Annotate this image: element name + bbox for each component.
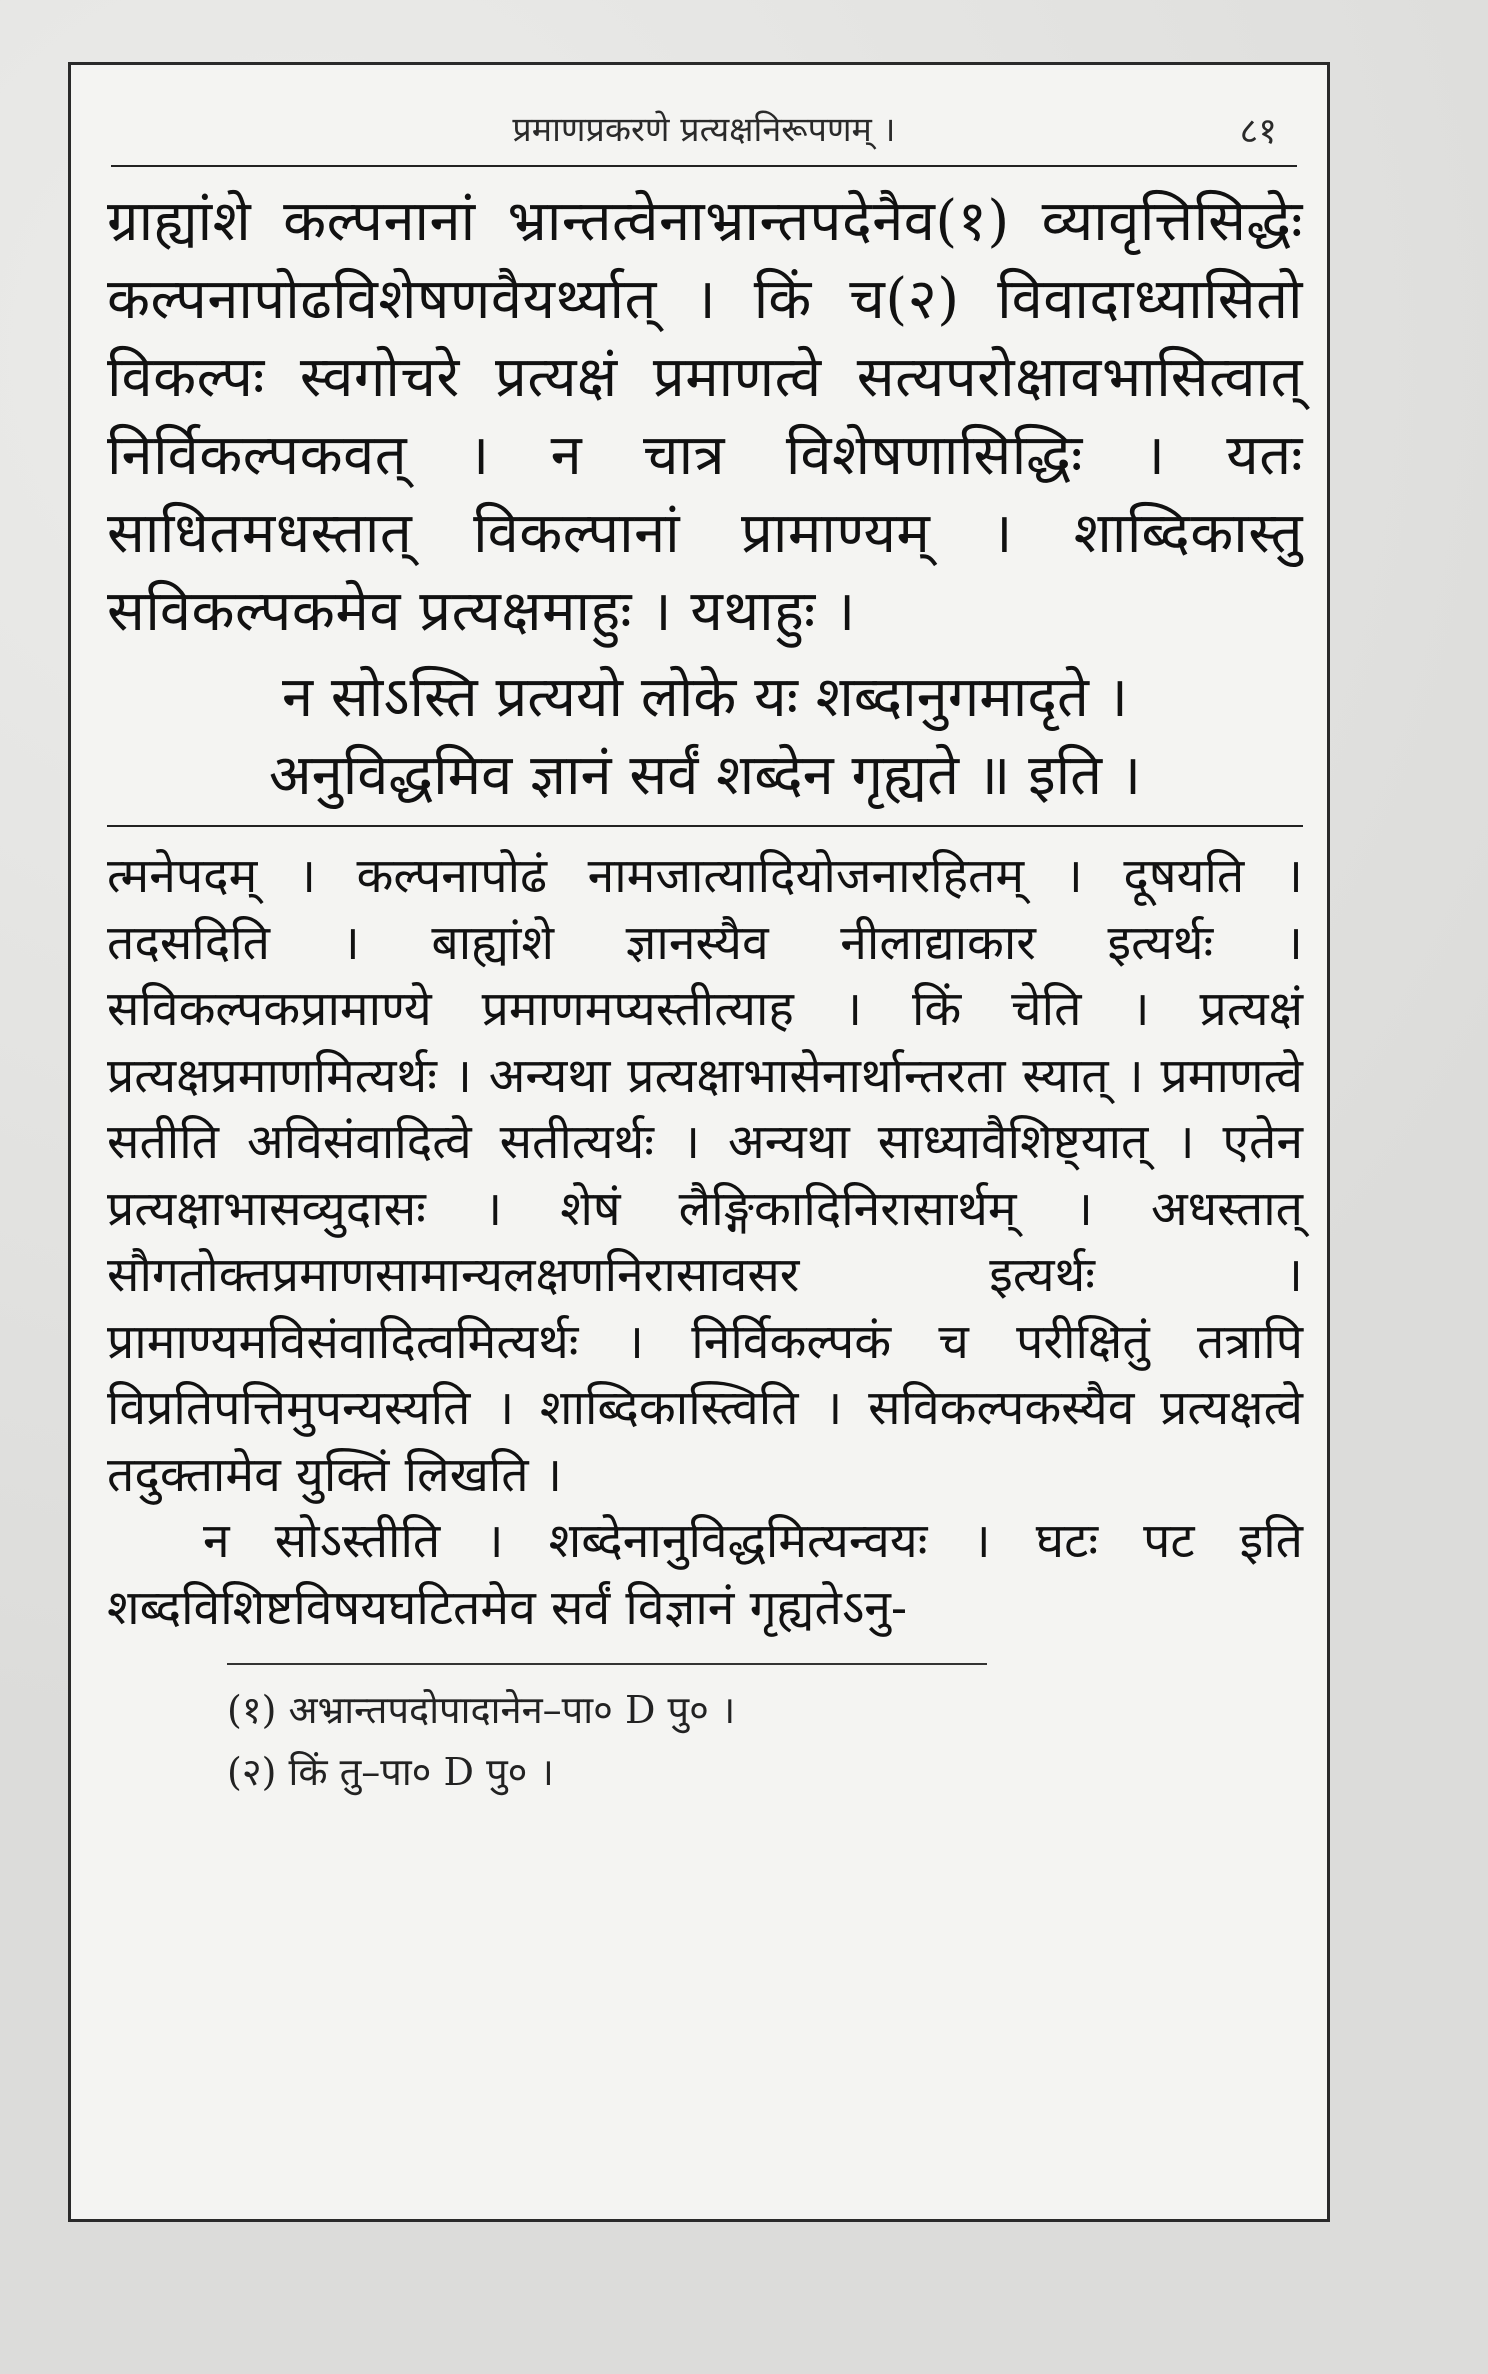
footnotes — [107, 1679, 1303, 1803]
footnote-1: (१) अभ्रान्तपदोपादानेन–पा० D पु० । — [227, 1688, 736, 1732]
page-body — [107, 183, 1303, 1803]
main-text: ग्राह्यांशे कल्पनानां भ्रान्तत्वेनाभ्रान्तपदेनैव(१) व्यावृत्तिसिद्धेः कल्पनापोढविशेषणवैयर्थ्यात् । किं च(२) विवादाध्यासितो विकल्पः स्वगोचरे प्रत्यक्षं प्रमाणत्वे सत्यपरोक्षावभासित्वात् निर्विकल्पकवत् । न चात्र विशेषणासिद्धिः । यतः साधितमधस्तात् विकल्पानां प्रामाण्यम् । शाब्दिकास्तु सविकल्पकमेव प्रत्यक्षमाहुः । यथाहुः । — [107, 189, 1303, 644]
verse-line-1: न सोऽस्ति प्रत्ययो लोके यः शब्दानुगमादृते । — [282, 665, 1128, 730]
running-header — [111, 93, 1297, 167]
commentary-paragraph-2: न सोऽस्तीति । शब्देनानुविद्धमित्यन्वयः । घटः पट इति शब्दविशिष्टविषयघटितमेव सर्वं विज्ञानं गृह्यतेऽनु- — [107, 1513, 1303, 1636]
book-page — [68, 62, 1330, 2222]
verse-line-2: अनुविद्धमिव ज्ञानं सर्वं शब्देन गृह्यते ॥ इति । — [268, 743, 1142, 808]
quoted-verse — [107, 659, 1303, 827]
page-number: ८१ — [1239, 111, 1277, 152]
footnote-rule — [227, 1663, 987, 1665]
footnote-2: (२) किं तु–पा० D पु० । — [227, 1750, 554, 1794]
commentary — [107, 843, 1303, 1641]
running-title: प्रमाणप्रकरणे प्रत्यक्षनिरूपणम् । — [512, 110, 896, 150]
commentary-paragraph-1: त्मनेपदम् । कल्पनापोढं नामजात्यादियोजनारहितम् । दूषयति । तदसदिति । बाह्यांशे ज्ञानस्यैव नीलाद्याकार इत्यर्थः । सविकल्पकप्रामाण्ये प्रमाणमप्यस्तीत्याह । किं चेति । प्रत्यक्षं प्रत्यक्षप्रमाणमित्यर्थः । अन्यथा प्रत्यक्षाभासेनार्थान्तरता स्यात् । प्रमाणत्वे सतीति अविसंवादित्वे सतीत्यर्थः । अन्यथा साध्यावैशिष्ट्यात् । एतेन प्रत्यक्षाभासव्युदासः । शेषं लैङ्गिकादिनिरासार्थम् । अधस्तात् सौगतोक्तप्रमाणसामान्यलक्षणनिरासावसर इत्यर्थः । प्रामाण्यमविसंवादित्वमित्यर्थः । निर्विकल्पकं च परीक्षितुं तत्रापि विप्रतिपत्तिमुपन्यस्यति । शाब्दिकास्त्विति । सविकल्पकस्यैव प्रत्यक्षत्वे तदुक्तामेव युक्तिं लिखति । — [107, 848, 1303, 1503]
